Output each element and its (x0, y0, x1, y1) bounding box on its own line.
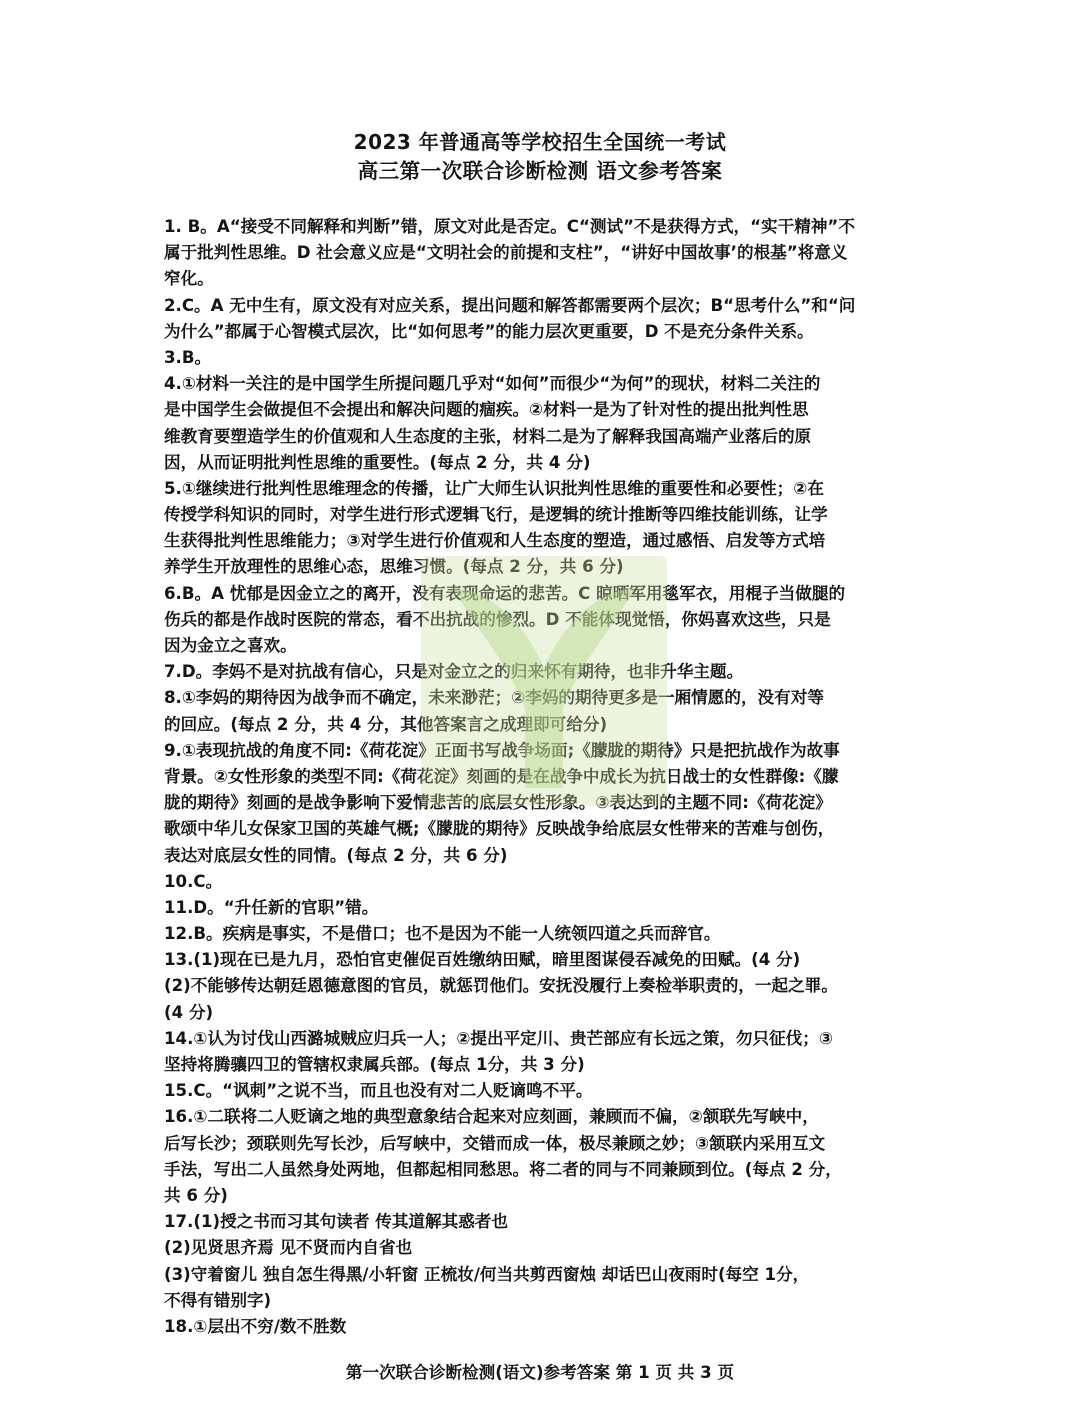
page-footer: 第一次联合诊断检测(语文)参考答案 第 1 页 共 3 页 (345, 1363, 735, 1382)
answer-line: 后写长沙；颈联则先写长沙，后写峡中，交错而成一体，极尽兼顾之妙；③颔联内采用互文 (164, 1133, 826, 1153)
answer-line: 18.①层出不穷/数不胜数 (164, 1316, 347, 1336)
answer-line: 13.(1)现在已是九月，恐怕官吏催促百姓缴纳田赋，暗里图谋侵吞减免的田赋。(4 分) (164, 950, 801, 970)
answer-line: 7.D。李妈不是对抗战有信心，只是对金立之的归来怀有期待，也非升华主题。 (164, 662, 744, 682)
answer-line: 因，从而证明批判性思维的重要性。(每点 2 分，共 4 分) (164, 452, 591, 472)
answer-line: 歌颂中华儿女保家卫国的英雄气概;《朦胧的期待》反映战争给底层女性带来的苦难与创伤， (164, 819, 835, 839)
answer-line: 5.①继续进行批判性思维理念的传播，让广大师生认识批判性思维的重要性和必要性；②在 (164, 478, 824, 498)
answer-line: 6.B。A 忧郁是因金立之的离开，没有表现命运的悲苦。C 晾晒军用毯军衣，用棍子当做腿的 (164, 583, 846, 603)
answer-line: 10.C。 (164, 871, 223, 891)
answer-line: 养学生开放理性的思维心态，思维习惯。(每点 2 分，共 6 分) (164, 557, 624, 577)
answer-line: 不得有错别字) (164, 1290, 272, 1310)
answer-line: 2.C。A 无中生有，原文没有对应关系，提出问题和解答都需要两个层次；B“思考什么”和“问 (164, 295, 856, 315)
document-header (0, 128, 1080, 186)
answer-line: 背景。②女性形象的类型不同:《荷花淀》刻画的是在战争中成长为抗日战士的女性群像:《朦 (164, 766, 839, 786)
answer-line: 3.B。 (164, 347, 212, 367)
answer-line: 15.C。“讽刺”之说不当，而且也没有对二人贬谪鸣不平。 (164, 1081, 593, 1101)
answer-line: 14.①认为讨伐山西潞城贼应归兵一人；②提出平定川、贵芒部应有长远之策，勿只征伐；③ (164, 1028, 833, 1048)
answer-line: 属于批判性思维。D 社会意义应是“文明社会的前提和支柱”，“讲好中国故事’的根基”将意义 (164, 243, 848, 263)
answer-line: 1. B。A“接受不同解释和判断”错，原文对此是否定。C“测试”不是获得方式，“实干精神”不 (164, 217, 855, 236)
answer-line: 表达对底层女性的同情。(每点 2 分，共 6 分) (164, 845, 508, 865)
answer-line: 9.①表现抗战的角度不同:《荷花淀》正面书写战争场面;《朦胧的期待》只是把抗战作为故事 (164, 740, 840, 760)
answer-line: 的回应。(每点 2 分，共 4 分，其他答案言之成理即可给分) (164, 714, 608, 734)
document-title: 2023 年普通高等学校招生全国统一考试 (353, 130, 727, 154)
answer-line: 为什么”都属于心智模式层次，比“如何思考”的能力层次更重要，D 不是充分条件关系。 (164, 321, 814, 341)
answer-line: 手法，写出二人虽然身处两地，但都起相同愁思。将二者的同与不同兼顾到位。(每点 2 分， (164, 1159, 842, 1179)
answer-line: 胧的期待》刻画的是战争影响下爱情悲苦的底层女性形象。③表达到的主题不同:《荷花淀》 (164, 793, 832, 813)
answer-line: 伤兵的都是作战时医院的常态，看不出抗战的惨烈。D 不能体现觉悟，你妈喜欢这些，只是 (164, 609, 831, 629)
answer-list (164, 214, 920, 1340)
answer-line: 12.B。疾病是事实，不是借口；也不是因为不能一人统领四道之兵而辞官。 (164, 924, 721, 944)
answer-line: (4 分) (164, 1002, 214, 1022)
answer-line: 11.D。“升任新的官职”错。 (164, 897, 379, 917)
answer-line: 8.①李妈的期待因为战争而不确定，未来渺茫；②李妈的期待更多是一厢情愿的，没有对等 (164, 688, 824, 708)
answer-line: (3)守着窗儿 独自怎生得黑/小轩窗 正梳妆/何当共剪西窗烛 却话巴山夜雨时(每空 1分， (164, 1264, 810, 1284)
answer-line: 共 6 分) (164, 1185, 228, 1205)
answer-line: 是中国学生会做提但不会提出和解决问题的痼疾。②材料一是为了针对性的提出批判性思 (164, 400, 809, 420)
answer-line: 16.①二联将二人贬谪之地的典型意象结合起来对应刻画，兼顾而不偏，②颔联先写峡中， (164, 1107, 819, 1127)
answer-line: 传授学科知识的同时，对学生进行形式逻辑飞行，是逻辑的统计推断等四维技能训练，让学 (164, 505, 828, 525)
answer-line: 生获得批判性思维能力；③对学生进行价值观和人生态度的塑造，通过感悟、启发等方式培 (164, 531, 826, 551)
answer-line: 坚持将腾骧四卫的管辖权隶属兵部。(每点 1分，共 3 分) (164, 1055, 585, 1074)
answer-line: 17.(1)授之书而习其句读者 传其道解其惑者也 (164, 1212, 508, 1232)
answer-line: 4.①材料一关注的是中国学生所提问题几乎对“如何”而很少“为何”的现状，材料二关注的 (164, 374, 821, 394)
document-subtitle: 高三第一次联合诊断检测 语文参考答案 (357, 159, 723, 183)
answer-line: 窄化。 (164, 269, 214, 289)
answer-line: 维教育要塑造学生的价值观和人生态度的主张，材料二是为了解释我国高端产业落后的原 (164, 426, 812, 446)
answer-line: (2)不能够传达朝廷恩德意图的官员，就惩罚他们。安抚没履行上奏检举职责的，一起之罪。 (164, 976, 838, 996)
answer-line: (2)见贤思齐焉 见不贤而内自省也 (164, 1238, 413, 1258)
answer-line: 因为金立之喜欢。 (164, 636, 297, 655)
